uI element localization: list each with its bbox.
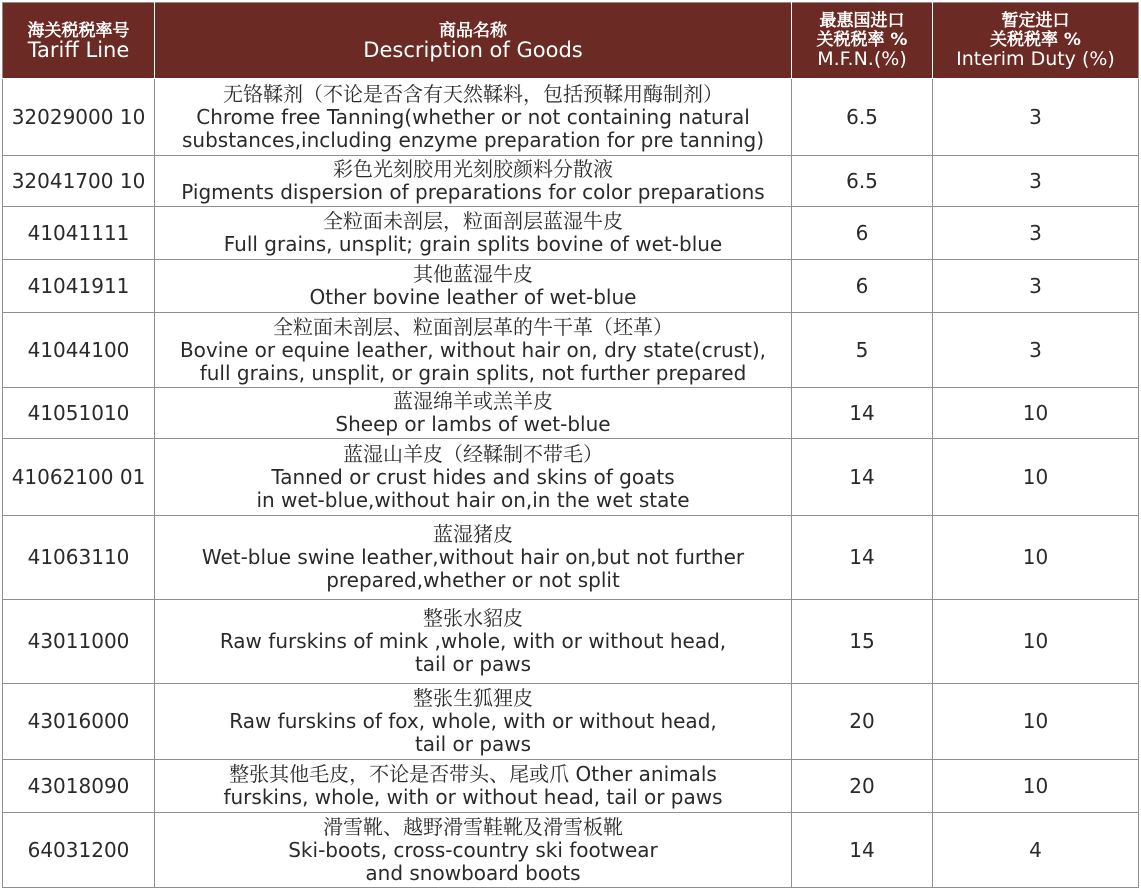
table-row — [3, 388, 1139, 439]
goods-description — [155, 388, 792, 439]
description-en-line: Wet-blue swine leather,without hair on,but not further — [201, 545, 745, 569]
tariff-code: 32041700 10 — [3, 156, 155, 207]
description-zh: 其他蓝湿牛皮 — [413, 262, 533, 286]
goods-description — [155, 813, 792, 888]
tariff-code: 43018090 — [3, 760, 155, 813]
tariff-code: 43011000 — [3, 600, 155, 684]
goods-description — [155, 313, 792, 388]
tariff-table — [2, 2, 1139, 888]
description-en-line: furskins, whole, with or without head, tail or paws — [223, 785, 723, 809]
description-en-line: and snowboard boots — [365, 860, 581, 885]
description-zh: 全粒面未剖层，粒面剖层蓝湿牛皮 — [323, 209, 623, 233]
goods-description — [155, 156, 792, 207]
description-en-line: substances,including enzyme preparation for pre tanning) — [181, 127, 765, 152]
mfn-rate: 14 — [792, 439, 933, 516]
table-row — [3, 684, 1139, 760]
mfn-rate: 6 — [792, 207, 933, 260]
tariff-code: 32029000 10 — [3, 79, 155, 156]
description-en-line: Tanned or crust hides and skins of goats — [271, 464, 675, 489]
table-row — [3, 813, 1139, 888]
header-interim-zh-1: 暂定进口 — [1001, 11, 1070, 31]
tariff-code: 41051010 — [3, 388, 155, 439]
header-mfn-en: M.F.N.(%) — [817, 48, 907, 70]
goods-description — [155, 79, 792, 156]
goods-description — [155, 600, 792, 684]
mfn-rate: 5 — [792, 313, 933, 388]
table-row — [3, 313, 1139, 388]
interim-rate: 10 — [933, 600, 1139, 684]
interim-rate: 3 — [933, 156, 1139, 207]
tariff-code: 41063110 — [3, 516, 155, 600]
description-zh: 蓝湿猪皮 — [433, 522, 513, 546]
description-en-line: Full grains, unsplit; grain splits bovine of wet-blue — [223, 232, 723, 256]
table-row — [3, 760, 1139, 813]
mfn-rate: 6 — [792, 260, 933, 313]
goods-description — [155, 439, 792, 516]
tariff-code: 41041111 — [3, 207, 155, 260]
goods-description — [155, 760, 792, 813]
description-en-line: prepared,whether or not split — [326, 568, 620, 592]
header-mfn-zh-1: 最惠国进口 — [819, 11, 905, 31]
mfn-rate: 15 — [792, 600, 933, 684]
mfn-rate: 14 — [792, 516, 933, 600]
goods-description — [155, 684, 792, 760]
mfn-rate: 14 — [792, 388, 933, 439]
tariff-code: 41062100 01 — [3, 439, 155, 516]
description-en-line: Raw furskins of fox, whole, with or without head, — [229, 709, 717, 733]
mfn-rate: 6.5 — [792, 156, 933, 207]
mfn-rate: 20 — [792, 760, 933, 813]
tariff-code: 64031200 — [3, 813, 155, 888]
table-row — [3, 156, 1139, 207]
interim-rate: 10 — [933, 760, 1139, 813]
header-interim — [933, 3, 1139, 79]
description-zh: 滑雪靴、越野滑雪鞋靴及滑雪板靴 — [323, 814, 623, 839]
interim-rate: 10 — [933, 684, 1139, 760]
description-en-line: Raw furskins of mink ,whole, with or without head, — [219, 629, 727, 653]
description-en-line: in wet-blue,without hair on,in the wet state — [256, 487, 690, 512]
header-desc-en: Description of Goods — [363, 37, 583, 62]
table-row — [3, 207, 1139, 260]
mfn-rate: 14 — [792, 813, 933, 888]
description-zh: 无铬鞣剂（不论是否含有天然鞣料，包括预鞣用酶制剂） — [223, 81, 723, 106]
tariff-code: 41044100 — [3, 313, 155, 388]
table-row — [3, 439, 1139, 516]
description-en-line: Chrome free Tanning(whether or not containing natural — [196, 104, 750, 129]
description-en-line: Bovine or equine leather, without hair on, dry state(crust), — [179, 337, 767, 362]
tariff-code: 41041911 — [3, 260, 155, 313]
header-tariff-en: Tariff Line — [27, 37, 130, 62]
description-zh: 蓝湿绵羊或羔羊皮 — [393, 389, 553, 413]
goods-description — [155, 260, 792, 313]
header-tariff-line — [3, 3, 155, 79]
description-en-line: Pigments dispersion of preparations for color preparations — [181, 180, 765, 204]
header-tariff-zh: 海关税税率号 — [27, 20, 130, 41]
interim-rate: 3 — [933, 313, 1139, 388]
goods-description — [155, 207, 792, 260]
description-zh: 全粒面未剖层、粒面剖层革的牛干革（坯革） — [273, 314, 673, 339]
description-en-line: Other bovine leather of wet-blue — [309, 285, 637, 309]
interim-rate: 3 — [933, 79, 1139, 156]
description-zh: 整张其他毛皮，不论是否带头、尾或爪 Other animals — [229, 762, 717, 786]
description-zh: 蓝湿山羊皮（经鞣制不带毛） — [343, 441, 603, 466]
table-row — [3, 260, 1139, 313]
table-row — [3, 600, 1139, 684]
header-interim-en: Interim Duty (%) — [956, 48, 1115, 70]
header-desc-zh: 商品名称 — [439, 20, 507, 41]
interim-rate: 10 — [933, 516, 1139, 600]
interim-rate: 3 — [933, 260, 1139, 313]
header-interim-zh-2: 关税税率 % — [990, 30, 1081, 50]
description-zh: 彩色光刻胶用光刻胶颜料分散液 — [333, 157, 613, 181]
description-en-line: Ski-boots, cross-country ski footwear — [288, 837, 658, 862]
goods-description — [155, 516, 792, 600]
mfn-rate: 20 — [792, 684, 933, 760]
interim-rate: 3 — [933, 207, 1139, 260]
header-row — [3, 3, 1139, 79]
interim-rate: 10 — [933, 388, 1139, 439]
header-description — [155, 3, 792, 79]
header-mfn-zh-2: 关税税率 % — [816, 30, 908, 50]
description-en-line: tail or paws — [414, 732, 532, 756]
description-en-line: full grains, unsplit, or grain splits, not further prepared — [199, 360, 747, 385]
mfn-rate: 6.5 — [792, 79, 933, 156]
table-row — [3, 79, 1139, 156]
description-en-line: tail or paws — [414, 652, 532, 676]
description-zh: 整张生狐狸皮 — [413, 686, 533, 710]
interim-rate: 4 — [933, 813, 1139, 888]
header-mfn — [792, 3, 933, 79]
description-en-line: Sheep or lambs of wet-blue — [335, 412, 611, 436]
tariff-code: 43016000 — [3, 684, 155, 760]
description-zh: 整张水貂皮 — [423, 606, 523, 630]
table-row — [3, 516, 1139, 600]
interim-rate: 10 — [933, 439, 1139, 516]
